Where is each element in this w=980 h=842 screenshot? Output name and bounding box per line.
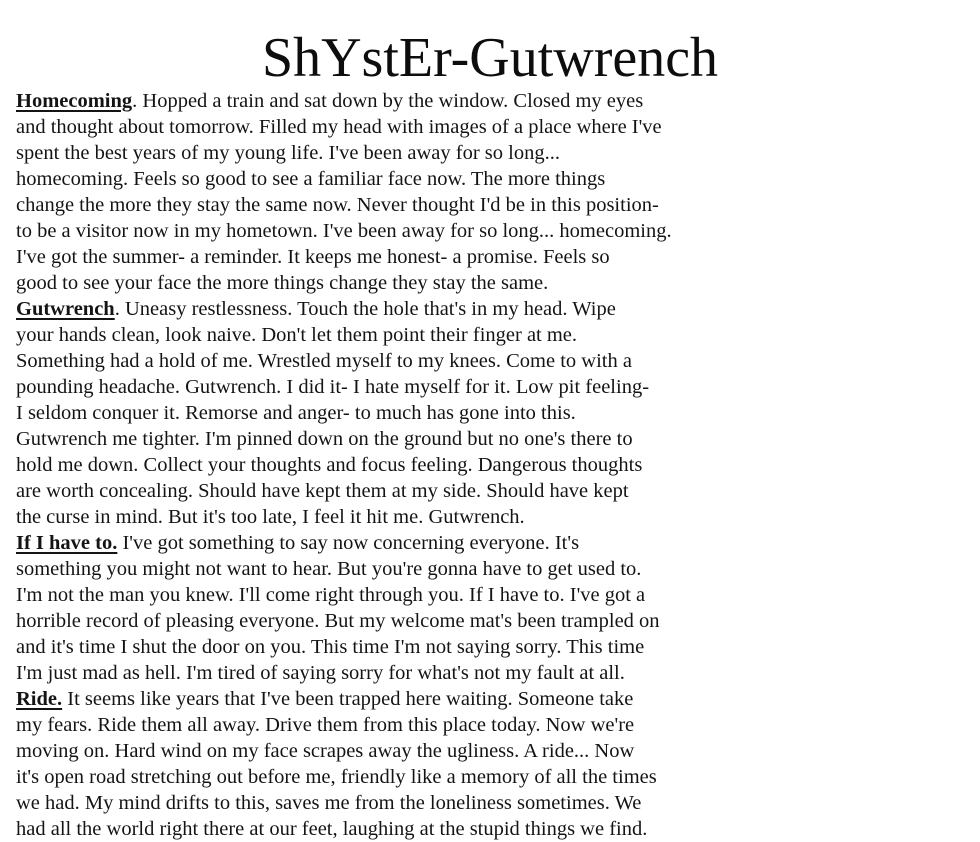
lyric-text: It seems like years that I've been trapped here waiting. Someone take: [62, 688, 634, 710]
lyric-line: we had. My mind drifts to this, saves me from the loneliness sometimes. We: [16, 792, 642, 814]
lyric-line: something you might not want to hear. But you're gonna have to get used to.: [16, 558, 642, 580]
lyric-line: I seldom conquer it. Remorse and anger- to much has gone into this.: [16, 402, 576, 424]
lyric-line: horrible record of pleasing everyone. But my welcome mat's been trampled on: [16, 610, 660, 632]
lyric-line: and thought about tomorrow. Filled my head with images of a place where I've: [16, 116, 662, 138]
section-heading-gutwrench: Gutwrench: [16, 298, 115, 320]
lyric-line: I'm not the man you knew. I'll come right through you. If I have to. I've got a: [16, 584, 646, 606]
lyric-line: good to see your face the more things change they stay the same.: [16, 272, 549, 294]
lyric-text: I've got something to say now concerning everyone. It's: [117, 532, 580, 554]
section-heading-ride: Ride.: [16, 688, 63, 710]
lyric-line: had all the world right there at our feet, laughing at the stupid things we find.: [16, 818, 648, 840]
lyric-line: are worth concealing. Should have kept them at my side. Should have kept: [16, 480, 629, 502]
lyric-line: Gutwrench me tighter. I'm pinned down on the ground but no one's there to: [16, 428, 633, 450]
lyric-line: [16, 88, 966, 114]
lyric-line: I've got the summer- a reminder. It keeps me honest- a promise. Feels so: [16, 246, 610, 268]
lyric-line: your hands clean, look naive. Don't let them point their finger at me.: [16, 324, 578, 346]
lyrics-body: [16, 88, 966, 842]
lyric-line: [16, 530, 966, 556]
lyric-line: pounding headache. Gutwrench. I did it- I hate myself for it. Low pit feeling-: [16, 376, 650, 398]
lyric-text: . Hopped a train and sat down by the window. Closed my eyes: [132, 90, 644, 112]
lyric-line: I'm just mad as hell. I'm tired of saying sorry for what's not my fault at all.: [16, 662, 625, 684]
page-title: ShYstEr-Gutwrench: [261, 27, 719, 89]
lyric-line: spent the best years of my young life. I've been away for so long...: [16, 142, 560, 164]
lyric-line: the curse in mind. But it's too late, I feel it hit me. Gutwrench.: [16, 506, 525, 528]
lyric-line: [16, 296, 966, 322]
lyric-line: it's open road stretching out before me, friendly like a memory of all the times: [16, 766, 657, 788]
lyric-line: hold me down. Collect your thoughts and focus feeling. Dangerous thoughts: [16, 454, 643, 476]
section-heading-if-i-have-to: If I have to.: [16, 532, 118, 554]
lyric-line: moving on. Hard wind on my face scrapes away the ugliness. A ride... Now: [16, 740, 635, 762]
lyric-line: my fears. Ride them all away. Drive them from this place today. Now we're: [16, 714, 635, 736]
lyric-line: and it's time I shut the door on you. This time I'm not saying sorry. This time: [16, 636, 645, 658]
lyric-line: Something had a hold of me. Wrestled myself to my knees. Come to with a: [16, 350, 632, 372]
lyric-line: change the more they stay the same now. Never thought I'd be in this position-: [16, 194, 659, 216]
lyric-line: [16, 686, 966, 712]
section-heading-homecoming: Homecoming: [16, 90, 133, 112]
lyric-text: . Uneasy restlessness. Touch the hole that's in my head. Wipe: [114, 298, 616, 320]
lyric-line: homecoming. Feels so good to see a familiar face now. The more things: [16, 168, 606, 190]
lyric-line: to be a visitor now in my hometown. I've been away for so long... homecoming.: [16, 220, 672, 242]
